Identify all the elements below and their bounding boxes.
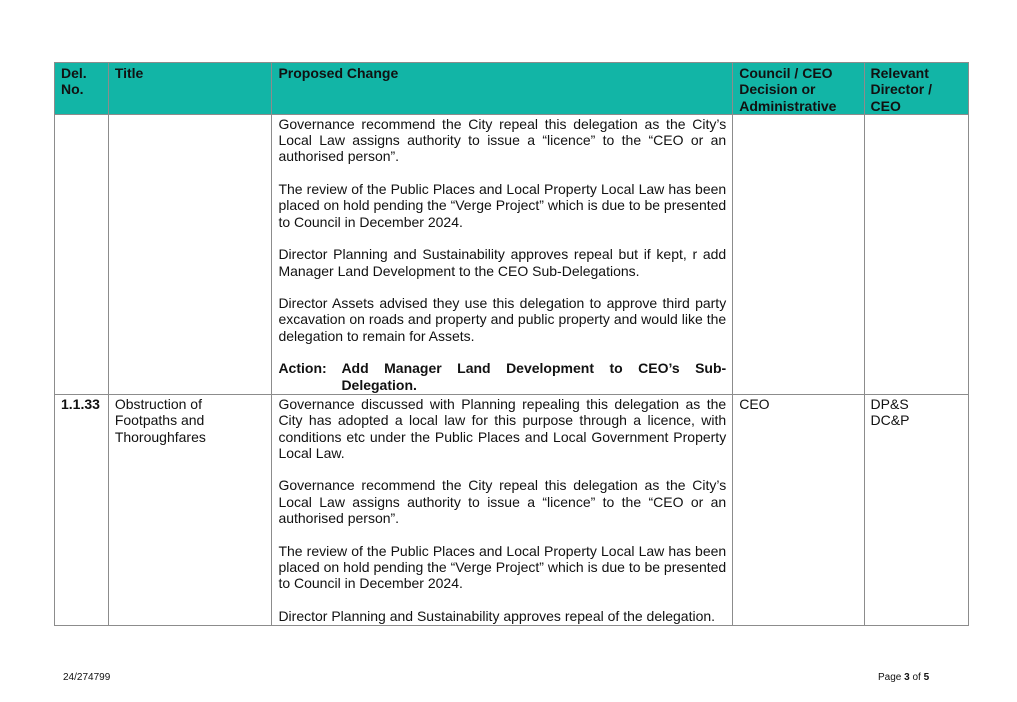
header-del-no: Del. No.: [55, 63, 109, 115]
row2-paragraph: Governance discussed with Planning repealing this delegation as the City has adopted a local law for this purpose through a licence, with conditions etc under the Public Places and Local Government Property Local Law.: [278, 395, 727, 461]
row2-director-line: DP&S: [870, 395, 909, 412]
row2-title: [108, 394, 272, 625]
header-director: Relevant Director / CEO: [864, 63, 968, 115]
table-header-row: [55, 63, 969, 115]
header-decision: Council / CEO Decision or Administrative: [733, 63, 864, 115]
row2-director: [864, 394, 968, 625]
table-row: [55, 394, 969, 625]
action-label: Action:: [278, 360, 327, 377]
action-note: [278, 360, 726, 393]
row2-decision: CEO: [733, 394, 864, 625]
row2-paragraph: Governance recommend the City repeal this delegation as the City’s Local Law assigns authority to issue a “licence” to the “CEO or an authorised person”.: [278, 477, 727, 527]
row1-title: [108, 114, 272, 394]
row1-paragraph: Director Assets advised they use this delegation to approve third party excavation on roads and property and public property and would like the delegation to remain for Assets.: [278, 295, 727, 344]
row2-proposed-change: [272, 394, 733, 625]
page-current: 3: [904, 672, 910, 683]
row2-paragraph: Director Planning and Sustainability approves repeal of the delegation.: [278, 607, 716, 624]
row1-paragraph: Governance recommend the City repeal this delegation as the City’s Local Law assigns authority to issue a “licence” to the “CEO or an authorised person”.: [278, 115, 727, 165]
row2-director-line: DC&P: [870, 412, 910, 429]
page-total: 5: [923, 672, 930, 683]
row1-proposed-change: [272, 114, 733, 394]
row1-paragraph: Director Planning and Sustainability approves repeal but if kept, r add Manager Land Development to the CEO Sub-Delegations.: [278, 246, 727, 279]
delegations-table: [54, 62, 969, 626]
row1-paragraph: The review of the Public Places and Local Property Local Law has been placed on hold pending the “Verge Project” which is due to be presented to Council in December 2024.: [278, 181, 727, 230]
action-text-line2: Delegation.: [341, 376, 417, 393]
row1-del-no: [55, 114, 109, 394]
row2-paragraph: The review of the Public Places and Local Property Local Law has been placed on hold pending the “Verge Project” which is due to be presented to Council in December 2024.: [278, 542, 727, 592]
action-text-line1: Add Manager Land Development to CEO’s Sub-: [341, 360, 727, 377]
row1-director: [864, 114, 968, 394]
row2-title-line: Footpaths and: [114, 412, 205, 429]
header-proposed-change: Proposed Change: [272, 63, 733, 115]
row2-del-no: 1.1.33: [55, 394, 109, 625]
page-number: [878, 672, 929, 683]
row1-decision: [733, 114, 864, 394]
header-title: Title: [108, 63, 272, 115]
table-row: [55, 114, 969, 394]
document-reference: 24/274799: [63, 672, 111, 683]
page-word: Page: [878, 672, 902, 683]
row2-title-line: Thoroughfares: [114, 428, 206, 445]
page-of: of: [912, 672, 921, 683]
row2-title-line: Obstruction of: [114, 395, 202, 412]
